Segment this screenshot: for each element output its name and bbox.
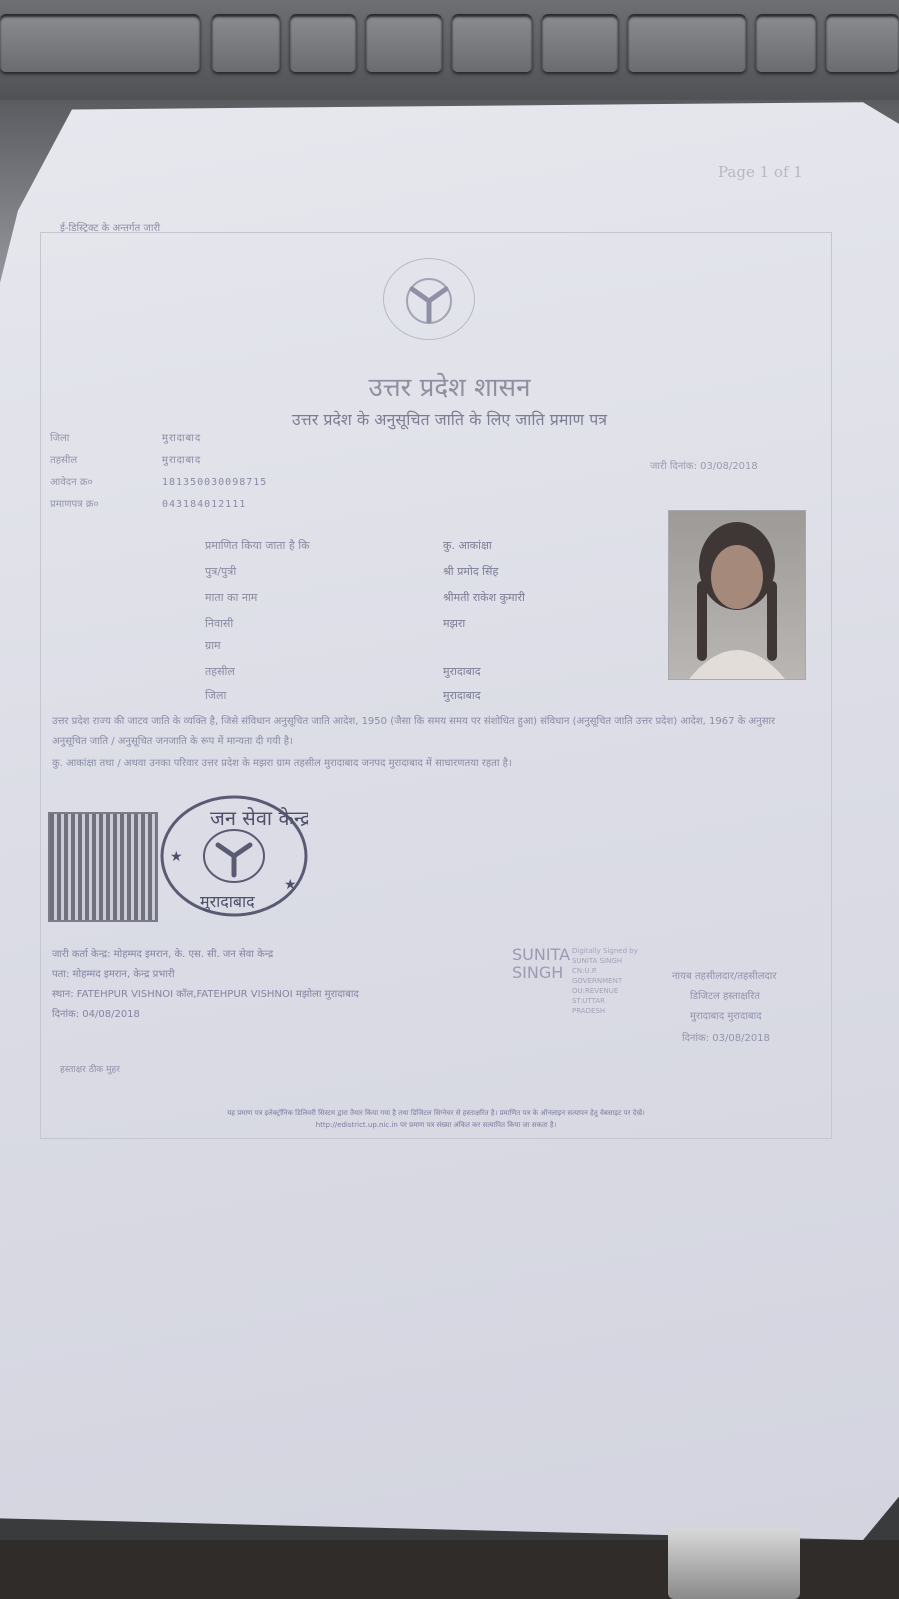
meta-row (50, 474, 267, 488)
detail-value: मझरा (443, 617, 466, 630)
government-title: उत्तर प्रदेश शासन (368, 373, 531, 403)
detail-label: माता का नाम (205, 591, 258, 604)
meta-value: 043184012111 (162, 499, 247, 510)
digital-signature-details (572, 946, 638, 1016)
keyboard-key (826, 14, 899, 72)
seal-text: जन सेवा केन्द्र (210, 806, 308, 830)
detail-value: श्री प्रमोद सिंह (443, 565, 499, 578)
applicant-photo (668, 510, 806, 680)
signature-detail: Digitally Signed by (572, 947, 638, 955)
meta-row (50, 496, 246, 510)
signature-detail: SUNITA SINGH (572, 957, 623, 965)
seal-stamp (160, 795, 308, 917)
seal-city: मुरादाबाद (200, 892, 255, 911)
detail-label: प्रमाणित किया जाता है कि (205, 539, 310, 552)
top-note: ई-डिस्ट्रिक्ट के अन्तर्गत जारी (60, 223, 161, 234)
detail-label: पुत्र/पुत्री (205, 565, 237, 578)
detail-row (205, 664, 481, 679)
residence-paragraph: कु. आकांक्षा तथा / अथवा उनका परिवार उत्तर प्रदेश के मझरा ग्राम तहसील मुरादाबाद जनपद मुरादाबाद में साधारणतया रहता है। (52, 758, 512, 769)
keyboard-key (452, 14, 532, 72)
meta-value: मुरादाबाद (162, 433, 202, 444)
keyboard-key (628, 14, 746, 72)
detail-row (205, 538, 492, 553)
signature-detail: ST:UTTAR (572, 997, 605, 1005)
keyboard-key (366, 14, 442, 72)
disclaimer-line: यह प्रमाण पत्र इलेक्ट्रॉनिक डिलिवरी सिस्टम द्वारा तैयार किया गया है तथा डिजिटल सिग्नेचर से हस्ताक्षरित है। प्रमाणित पत्र के ऑनलाइन सत्यापन हेतु वेबसाइट पर देखें। (227, 1109, 645, 1117)
signature-detail: OU:REVENUE (572, 987, 619, 995)
svg-text:★: ★ (170, 849, 183, 865)
qr-code-icon (48, 812, 158, 922)
meta-row (50, 452, 201, 466)
certificate-title: उत्तर प्रदेश के अनुसूचित जाति के लिए जाति प्रमाण पत्र (291, 410, 608, 429)
detail-label: निवासी (205, 617, 234, 630)
keyboard-key (542, 14, 618, 72)
detail-value: कु. आकांक्षा (443, 539, 492, 552)
binder-clip (668, 1528, 800, 1599)
issue-date: जारी दिनांक: 03/08/2018 (650, 461, 758, 472)
signer-office: मुरादाबाद मुरादाबाद (690, 1011, 762, 1022)
detail-row (205, 688, 481, 703)
issuer-date-line: दिनांक: 04/08/2018 (52, 1009, 140, 1020)
detail-row (205, 564, 498, 579)
keyboard-key (290, 14, 356, 72)
signer-name-line: SUNITA (512, 945, 571, 964)
certification-paragraph: उत्तर प्रदेश राज्य की जाटव जाति के व्यक्ति है, जिसे संविधान अनुसूचित जाति आदेश, 1950 (जैसा कि समय समय पर संशोधित हुआ) संविधान (अनुसूचित जाति उत्तर प्रदेश) आदेश, 1967 के अनुसार अनुसूचित जाति / अनुसूचित जनजाति के रूप में मान्यता दी गयी है। (52, 716, 776, 747)
meta-key: प्रमाणपत्र क्र० (50, 499, 99, 510)
signature-detail: CN:U.P. (572, 967, 598, 975)
page-number: Page 1 of 1 (718, 163, 803, 181)
signer-date: दिनांक: 03/08/2018 (682, 1033, 770, 1044)
laptop-keyboard (0, 0, 899, 110)
keyboard-key (212, 14, 280, 72)
up-government-emblem-icon (383, 258, 475, 340)
keyboard-key (756, 14, 816, 72)
detail-row (205, 590, 525, 605)
signer-digital-note: डिजिटल हस्ताक्षरित (690, 991, 760, 1002)
portrait-icon (669, 511, 805, 679)
meta-key: जिला (50, 433, 70, 444)
detail-row (205, 638, 443, 653)
meta-key: तहसील (50, 455, 78, 466)
disclaimer-line: http://edistrict.up.nic.in पर प्रमाण पत्र संख्या अंकित कर सत्यापित किया जा सकता है। (315, 1121, 557, 1129)
keyboard-key (0, 14, 200, 72)
detail-value: मुरादाबाद (443, 689, 481, 702)
meta-value: 181350030098715 (162, 477, 268, 488)
detail-label: जिला (205, 689, 227, 702)
signer-name-line: SINGH (512, 963, 564, 982)
verification-note: हस्ताक्षर ठीक मुहर (60, 1065, 120, 1075)
disclaimer (46, 1107, 826, 1131)
signer-designation: नायब तहसीलदार/तहसीलदार (672, 971, 777, 982)
issuer-center-line: जारी कर्ता केन्द्र: मोहम्मद इमरान, के. एस. सी. जन सेवा केन्द्र (52, 949, 274, 960)
signature-detail: GOVERNMENT (572, 977, 623, 985)
detail-label: तहसील (205, 665, 235, 678)
signer-name (512, 946, 570, 982)
meta-key: आवेदन क्र० (50, 477, 93, 488)
meta-value: मुरादाबाद (162, 455, 202, 466)
svg-text:★: ★ (284, 877, 297, 893)
issuer-location-line: स्थान: FATEHPUR VISHNOI कॉल,FATEHPUR VISHNOI मझोला मुरादाबाद (52, 989, 359, 1000)
detail-row (205, 616, 465, 631)
detail-label: ग्राम (205, 639, 221, 652)
detail-value: मुरादाबाद (443, 665, 481, 678)
signature-detail: PRADESH (572, 1007, 606, 1015)
issuer-address-line: पता: मोहम्मद इमरान, केन्द्र प्रभारी (52, 969, 175, 980)
detail-value: श्रीमती राकेश कुमारी (443, 591, 525, 604)
meta-row (50, 430, 201, 444)
